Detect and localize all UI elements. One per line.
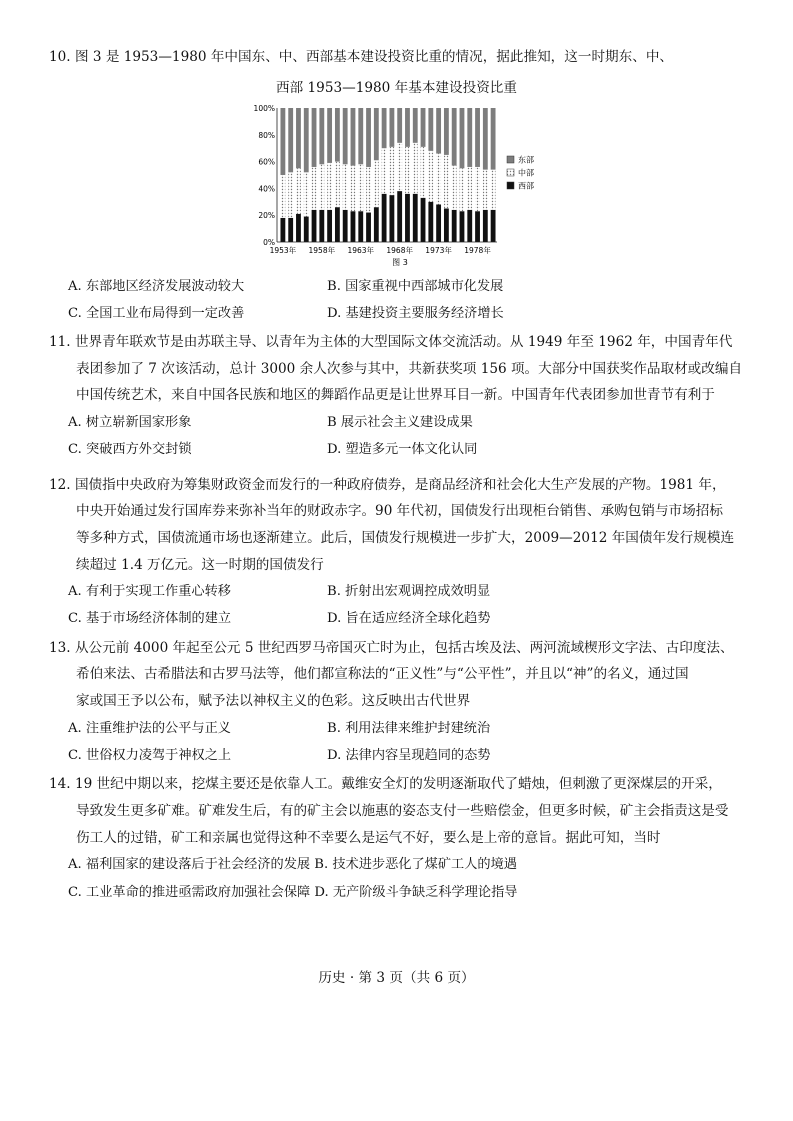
bar-西部-1972 [428, 202, 433, 242]
bar-东部-1978 [475, 108, 480, 167]
q13-option-c[interactable]: C. 世俗权力凌驾于神权之上 [68, 748, 232, 763]
bar-西部-1957 [312, 210, 317, 242]
investment-chart [245, 98, 551, 270]
q12-line-3: 等多种方式，国债流通市场也逐渐建立。此后，国债发行规模进一步扩大，2009—2012 年国债年发行规模连 [76, 530, 735, 546]
q11-option-d[interactable]: D. 塑造多元一体文化认同 [327, 442, 478, 457]
q11-line-3: 中国传统艺术，来自中国各民族和地区的舞蹈作品更是让世界耳目一新。中国青年代表团参加世青节有利于 [76, 387, 715, 403]
q14-line-3: 伤工人的过错，矿工和亲属也觉得这种不幸要么是运气不好，要么是上帝的意旨。据此可知，当时 [76, 830, 661, 846]
q14-line-2: 导致发生更多矿难。矿难发生后，有的矿主会以施惠的姿态支付一些赔偿金，但更多时候，矿主会指责这是受 [76, 803, 729, 819]
chart-caption: 图 3 [392, 258, 408, 267]
q13-option-a[interactable]: A. 注重维护法的公平与正义 [68, 721, 231, 736]
bar-中部-1954 [288, 172, 293, 218]
x-tick-label: 1963年 [347, 246, 375, 255]
q11-option-a[interactable]: A. 树立崭新国家形象 [68, 415, 192, 430]
bar-中部-1959 [327, 163, 332, 210]
x-tick-label: 1978年 [464, 246, 491, 255]
q12-option-a[interactable]: A. 有利于实现工作重心转移 [68, 584, 231, 599]
bar-东部-1976 [460, 108, 465, 168]
bar-东部-1957 [312, 108, 317, 167]
bar-中部-1965 [374, 160, 379, 207]
q10-option-b[interactable]: B. 国家重视中西部城市化发展 [327, 279, 504, 294]
legend-label: 中部 [518, 168, 534, 178]
bar-中部-1972 [428, 151, 433, 202]
page-footer: 历史 · 第 3 页（共 6 页） [318, 970, 475, 986]
bar-中部-1964 [366, 167, 371, 213]
q13-line-1: 13. 从公元前 4000 年起至公元 5 世纪西罗马帝国灭亡时为止，包括古埃及法、两河流域楔形文字法、古印度法、 [49, 640, 734, 656]
q10-option-c[interactable]: C. 全国工业布局得到一定改善 [68, 306, 245, 321]
bar-西部-1968 [397, 191, 402, 242]
bar-东部-1975 [452, 108, 457, 166]
q13-line-3: 家或国王予以公布，赋予法以神权主义的色彩。这反映出古代世界 [76, 693, 471, 709]
q11-option-b[interactable]: B 展示社会主义建设成果 [327, 415, 473, 430]
q13-option-d[interactable]: D. 法律内容呈现趋同的态势 [327, 748, 491, 763]
bar-东部-1979 [483, 108, 488, 170]
y-tick-label: 100% [253, 104, 275, 113]
y-tick-label: 80% [258, 130, 275, 140]
q14-option-cd[interactable]: C. 工业革命的推进亟需政府加强社会保障 D. 无产阶级斗争缺乏科学理论指导 [68, 885, 518, 900]
bar-中部-1966 [382, 148, 387, 194]
bar-东部-1968 [397, 108, 402, 143]
bar-中部-1971 [421, 147, 426, 198]
bar-西部-1959 [327, 210, 332, 242]
bar-东部-1966 [382, 108, 387, 148]
bar-西部-1965 [374, 207, 379, 242]
bar-东部-1980 [491, 108, 496, 170]
bar-中部-1962 [351, 166, 356, 212]
x-tick-label: 1953年 [269, 246, 297, 255]
bar-中部-1968 [397, 143, 402, 191]
y-tick-label: 40% [258, 184, 275, 194]
bar-西部-1960 [335, 207, 340, 242]
bar-中部-1956 [304, 172, 309, 216]
bar-西部-1953 [280, 218, 285, 242]
bar-东部-1962 [351, 108, 356, 166]
bar-东部-1965 [374, 108, 379, 160]
bar-东部-1953 [280, 108, 285, 175]
bar-中部-1953 [280, 175, 285, 218]
bar-中部-1975 [452, 166, 457, 210]
bar-西部-1971 [421, 198, 426, 242]
legend-swatch [507, 169, 514, 176]
bar-中部-1961 [343, 164, 348, 210]
q14-option-ab[interactable]: A. 福利国家的建设落后于社会经济的发展 B. 技术进步恶化了煤矿工人的境遇 [68, 857, 517, 872]
bar-中部-1976 [460, 168, 465, 211]
q10-stem: 10. 图 3 是 1953—1980 年中国东、中、西部基本建设投资比重的情况，据此推知，这一时期东、中、 [49, 49, 674, 65]
bar-东部-1977 [467, 108, 472, 167]
bar-中部-1973 [436, 154, 441, 205]
q13-line-2: 希伯来法、古希腊法和古罗马法等，他们都宣称法的“正义性”与“公平性”，并且以“神”的名义，通过国 [76, 666, 689, 682]
bar-西部-1973 [436, 204, 441, 242]
chart-bars [277, 108, 497, 242]
bar-东部-1967 [389, 108, 394, 147]
bar-东部-1969 [405, 108, 410, 147]
bar-东部-1964 [366, 108, 371, 167]
bar-东部-1970 [413, 108, 418, 143]
bar-中部-1955 [296, 168, 301, 214]
bar-东部-1959 [327, 108, 332, 163]
legend-label: 西部 [518, 181, 534, 191]
bar-中部-1980 [491, 170, 496, 210]
bar-东部-1974 [444, 108, 449, 155]
bar-西部-1977 [467, 210, 472, 242]
q12-option-c[interactable]: C. 基于市场经济体制的建立 [68, 611, 232, 626]
q10-option-a[interactable]: A. 东部地区经济发展波动较大 [68, 279, 245, 294]
bar-西部-1955 [296, 214, 301, 242]
bar-中部-1979 [483, 170, 488, 210]
bar-西部-1978 [475, 211, 480, 242]
bar-东部-1972 [428, 108, 433, 151]
bar-东部-1955 [296, 108, 301, 168]
bar-西部-1979 [483, 210, 488, 242]
q12-line-1: 12. 国债指中央政府为筹集财政资金而发行的一种政府债券，是商品经济和社会化大生产发展的产物。1981 年， [49, 477, 726, 493]
q13-option-b[interactable]: B. 利用法律来维护封建统治 [327, 721, 491, 736]
bar-东部-1961 [343, 108, 348, 164]
bar-西部-1975 [452, 210, 457, 242]
bar-东部-1960 [335, 108, 340, 162]
y-tick-label: 0% [263, 238, 275, 247]
bar-西部-1974 [444, 209, 449, 243]
q11-line-2: 表团参加了 7 次该活动，总计 3000 余人次参与其中，共新获奖项 156 项。大部分中国获奖作品取材或改编自 [76, 361, 743, 377]
x-tick-label: 1968年 [386, 246, 413, 255]
y-tick-label: 20% [258, 211, 275, 221]
bar-西部-1967 [389, 195, 394, 242]
chart-legend [507, 155, 534, 191]
q12-option-d[interactable]: D. 旨在适应经济全球化趋势 [327, 611, 491, 626]
bar-中部-1967 [389, 147, 394, 195]
bar-西部-1956 [304, 217, 309, 242]
bar-西部-1964 [366, 213, 371, 242]
bar-东部-1954 [288, 108, 293, 172]
bar-西部-1980 [491, 210, 496, 242]
bar-西部-1962 [351, 211, 356, 242]
chart-title: 西部 1953—1980 年基本建设投资比重 [276, 80, 517, 96]
q10-option-d[interactable]: D. 基建投资主要服务经济增长 [327, 306, 504, 321]
bar-中部-1963 [358, 164, 363, 211]
x-tick-label: 1958年 [308, 246, 336, 255]
bar-西部-1966 [382, 194, 387, 242]
bar-东部-1958 [319, 108, 324, 164]
q11-option-c[interactable]: C. 突破西方外交封锁 [68, 442, 192, 457]
q11-line-1: 11. 世界青年联欢节是由苏联主导、以青年为主体的大型国际文体交流活动。从 1949 年至 1962 年，中国青年代 [49, 334, 733, 350]
q12-option-b[interactable]: B. 折射出宏观调控成效明显 [327, 584, 491, 599]
bar-西部-1969 [405, 194, 410, 242]
y-tick-label: 60% [258, 157, 275, 167]
bar-西部-1970 [413, 194, 418, 242]
bar-东部-1963 [358, 108, 363, 164]
bar-东部-1971 [421, 108, 426, 147]
bar-东部-1956 [304, 108, 309, 172]
bar-西部-1963 [358, 211, 363, 242]
legend-label: 东部 [518, 155, 534, 165]
bar-西部-1958 [319, 210, 324, 242]
q12-line-2: 中央开始通过发行国库券来弥补当年的财政赤字。90 年代初，国债发行出现柜台销售、承购包销与市场招标 [76, 503, 723, 519]
bar-中部-1957 [312, 167, 317, 210]
bar-西部-1961 [343, 210, 348, 242]
q12-line-4: 续超过 1.4 万亿元。这一时期的国债发行 [76, 557, 324, 573]
bar-西部-1976 [460, 211, 465, 242]
bar-中部-1958 [319, 164, 324, 210]
bar-西部-1954 [288, 218, 293, 242]
x-tick-label: 1973年 [425, 246, 452, 255]
legend-swatch [507, 156, 514, 163]
bar-中部-1974 [444, 155, 449, 209]
q14-line-1: 14. 19 世纪中期以来，挖煤主要还是依靠人工。戴维安全灯的发明逐渐取代了蜡烛，但刺激了更深煤层的开采， [49, 776, 722, 792]
bar-中部-1977 [467, 167, 472, 210]
bar-中部-1969 [405, 147, 410, 194]
bar-中部-1960 [335, 162, 340, 208]
chart-y-ticks [254, 104, 275, 247]
legend-swatch [507, 182, 514, 189]
chart-x-ticks [270, 245, 492, 255]
bar-中部-1978 [475, 167, 480, 211]
bar-东部-1973 [436, 108, 441, 154]
bar-中部-1970 [413, 143, 418, 194]
